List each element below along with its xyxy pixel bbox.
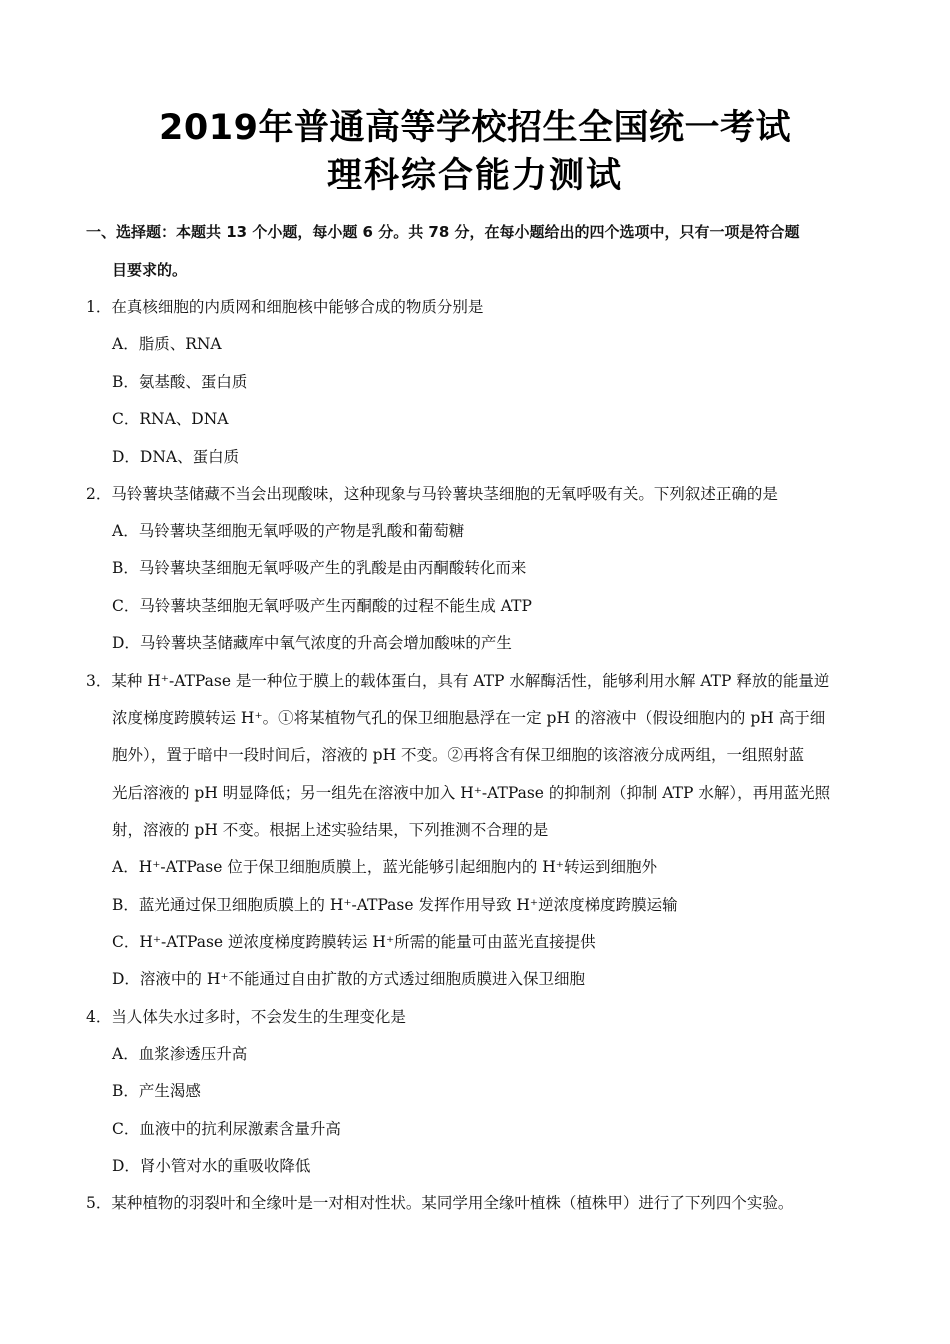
question-3-stem-cont: 光后溶液的 pH 明显降低；另一组先在溶液中加入 H⁺-ATPase 的抑制剂（抑制 ATP 水解），再用蓝光照 (112, 784, 831, 802)
question-1-option-a: A．脂质、RNA (112, 335, 222, 353)
question-3-option-c: C．H⁺-ATPase 逆浓度梯度跨膜转运 H⁺所需的能量可由蓝光直接提供 (112, 933, 596, 951)
question-2-option-a: A．马铃薯块茎细胞无氧呼吸的产物是乳酸和葡萄糖 (112, 522, 465, 540)
question-2-stem: 2．马铃薯块茎储藏不当会出现酸味，这种现象与马铃薯块茎细胞的无氧呼吸有关。下列叙述正确的是 (86, 485, 778, 503)
question-1-stem: 1．在真核细胞的内质网和细胞核中能够合成的物质分别是 (86, 298, 484, 316)
section-heading: 一、选择题：本题共 13 个小题，每小题 6 分。共 78 分，在每小题给出的四个选项中，只有一项是符合题 (86, 223, 800, 241)
section-heading-cont: 目要求的。 (112, 261, 188, 279)
question-4-option-c: C．血液中的抗利尿激素含量升高 (112, 1120, 341, 1138)
question-4-option-b: B．产生渴感 (112, 1082, 201, 1100)
question-3-stem-cont: 射，溶液的 pH 不变。根据上述实验结果，下列推测不合理的是 (112, 821, 549, 839)
page-subtitle: 理科综合能力测试 (326, 156, 623, 196)
question-3-option-d: D．溶液中的 H⁺不能通过自由扩散的方式透过细胞质膜进入保卫细胞 (112, 970, 586, 988)
question-2-option-b: B．马铃薯块茎细胞无氧呼吸产生的乳酸是由丙酮酸转化而来 (112, 559, 527, 577)
question-1-option-d: D．DNA、蛋白质 (112, 448, 240, 466)
question-3-option-a: A．H⁺-ATPase 位于保卫细胞质膜上，蓝光能够引起细胞内的 H⁺转运到细胞外 (112, 858, 657, 876)
question-2-option-c: C．马铃薯块茎细胞无氧呼吸产生丙酮酸的过程不能生成 ATP (112, 597, 532, 615)
question-3-option-b: B．蓝光通过保卫细胞质膜上的 H⁺-ATPase 发挥作用导致 H⁺逆浓度梯度跨膜运输 (112, 896, 678, 914)
question-3-stem-cont: 浓度梯度跨膜转运 H⁺。①将某植物气孔的保卫细胞悬浮在一定 pH 的溶液中（假设细胞内的 pH 高于细 (112, 709, 826, 727)
question-1-option-b: B．氨基酸、蛋白质 (112, 373, 248, 391)
question-2-option-d: D．马铃薯块茎储藏库中氧气浓度的升高会增加酸味的产生 (112, 634, 512, 652)
question-4-option-a: A．血浆渗透压升高 (112, 1045, 248, 1063)
question-1-option-c: C．RNA、DNA (112, 410, 229, 428)
question-3-stem: 3．某种 H⁺-ATPase 是一种位于膜上的载体蛋白，具有 ATP 水解酶活性，能够利用水解 ATP 释放的能量逆 (86, 672, 830, 690)
question-4-option-d: D．肾小管对水的重吸收降低 (112, 1157, 311, 1175)
question-4-stem: 4．当人体失水过多时，不会发生的生理变化是 (86, 1008, 406, 1026)
question-5-stem: 5．某种植物的羽裂叶和全缘叶是一对相对性状。某同学用全缘叶植株（植株甲）进行了下列四个实验。 (86, 1194, 794, 1212)
question-3-stem-cont: 胞外），置于暗中一段时间后，溶液的 pH 不变。②再将含有保卫细胞的该溶液分成两组，一组照射蓝 (112, 746, 805, 764)
page-title: 2019年普通高等学校招生全国统一考试 (159, 108, 791, 148)
